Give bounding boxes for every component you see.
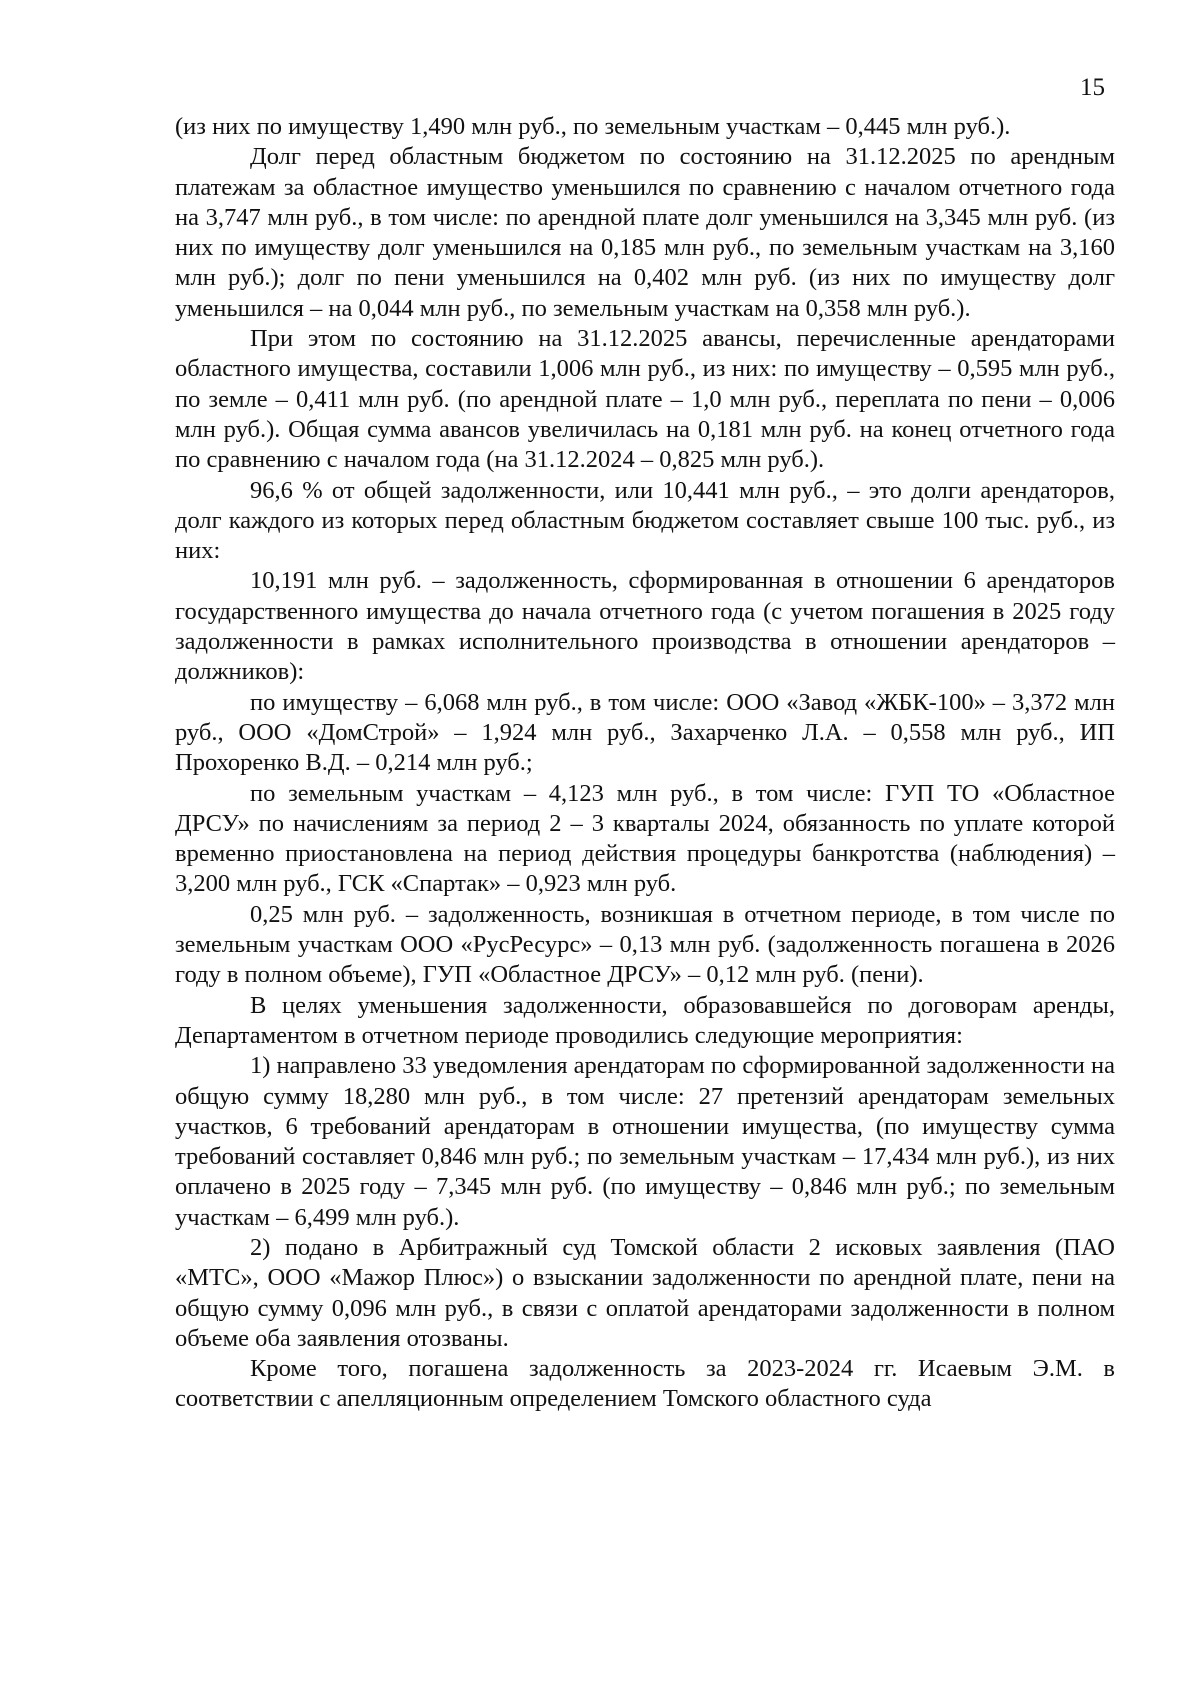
- paragraph-debt-to-regional-budget: Долг перед областным бюджетом по состоянию на 31.12.2025 по арендным платежам за областное имущество уменьшился по сравнению с началом отчетного года на 3,747 млн руб., в том числе: по арендной плате долг уменьшился на 3,345 млн руб. (из них по имуществу долг уменьшился на 0,185 млн руб., по земельным участкам на 3,160 млн руб.); долг по пени уменьшился на 0,402 млн руб. (из них по имуществу долг уменьшился – на 0,044 млн руб., по земельным участкам на 0,358 млн руб.).: [175, 143, 1115, 322]
- page-number: 15: [1080, 74, 1105, 101]
- paragraph-advances: При этом по состоянию на 31.12.2025 авансы, перечисленные арендаторами областного имущества, составили 1,006 млн руб., из них: по имуществу – 0,595 млн руб., по земле – 0,411 млн руб. (по арендной плате – 1,0 млн руб., переплата по пени – 0,006 млн руб.). Общая сумма авансов увеличилась на 0,181 млн руб. на конец отчетного года по сравнению с началом года (на 31.12.2024 – 0,825 млн руб.).: [175, 325, 1115, 474]
- paragraph-measure-notifications: 1) направлено 33 уведомления арендаторам по сформированной задолженности на общую сумму 18,280 млн руб., в том числе: 27 претензий арендаторам земельных участков, 6 требований арендаторам в отношении имущества, (по имуществу сумма требований составляет 0,846 млн руб.; по земельным участкам – 17,434 млн руб.), из них оплачено в 2025 году – 7,345 млн руб. (по имуществу – 0,846 млн руб.; по земельным участкам – 6,499 млн руб.).: [175, 1052, 1115, 1231]
- paragraph-debt-in-period: 0,25 млн руб. – задолженность, возникшая в отчетном периоде, в том числе по земельным участкам ООО «РусРесурс» – 0,13 млн руб. (задолженность погашена в 2026 году в полном объеме), ГУП «Областное ДРСУ» – 0,12 млн руб. (пени).: [175, 900, 1115, 989]
- paragraph-continuation: (из них по имуществу 1,490 млн руб., по земельным участкам – 0,445 млн руб.).: [175, 113, 1011, 140]
- paragraph-debt-before-year: 10,191 млн руб. – задолженность, сформированная в отношении 6 арендаторов государственного имущества до начала отчетного года (с учетом погашения в 2025 году задолженности в рамках исполнительного производства в отношении арендаторов – должников):: [175, 567, 1115, 686]
- paragraph-measure-lawsuits: 2) подано в Арбитражный суд Томской области 2 исковых заявления (ПАО «МТС», ООО «Мажор Плюс») о взыскании задолженности по арендной плате, пени на общую сумму 0,096 млн руб., в связи с оплатой арендаторами задолженности в полном объеме оба заявления отозваны.: [175, 1233, 1115, 1352]
- paragraph-land-debt: по земельным участкам – 4,123 млн руб., в том числе: ГУП ТО «Областное ДРСУ» по начислениям за период 2 – 3 кварталы 2024, обязанность по уплате которой временно приостановлена на период действия процедуры банкротства (наблюдения) – 3,200 млн руб., ГСК «Спартак» – 0,923 млн руб.: [175, 779, 1115, 898]
- paragraph-property-debt: по имуществу – 6,068 млн руб., в том числе: ООО «Завод «ЖБК-100» – 3,372 млн руб., ООО «ДомСтрой» – 1,924 млн руб., Захарченко Л.А. – 0,558 млн руб., ИП Прохоренко В.Д. – 0,214 млн руб.;: [175, 688, 1115, 777]
- paragraph-measures-intro: В целях уменьшения задолженности, образовавшейся по договорам аренды, Департаментом в отчетном периоде проводились следующие мероприятия:: [175, 991, 1115, 1049]
- document-body: [175, 112, 1115, 1415]
- paragraph-debt-repaid: Кроме того, погашена задолженность за 2023-2024 гг. Исаевым Э.М. в соответствии с апелляционным определением Томского областного суда: [175, 1355, 1115, 1413]
- paragraph-major-debtors-share: 96,6 % от общей задолженности, или 10,441 млн руб., – это долги арендаторов, долг каждого из которых перед областным бюджетом составляет свыше 100 тыс. руб., из них:: [175, 476, 1115, 565]
